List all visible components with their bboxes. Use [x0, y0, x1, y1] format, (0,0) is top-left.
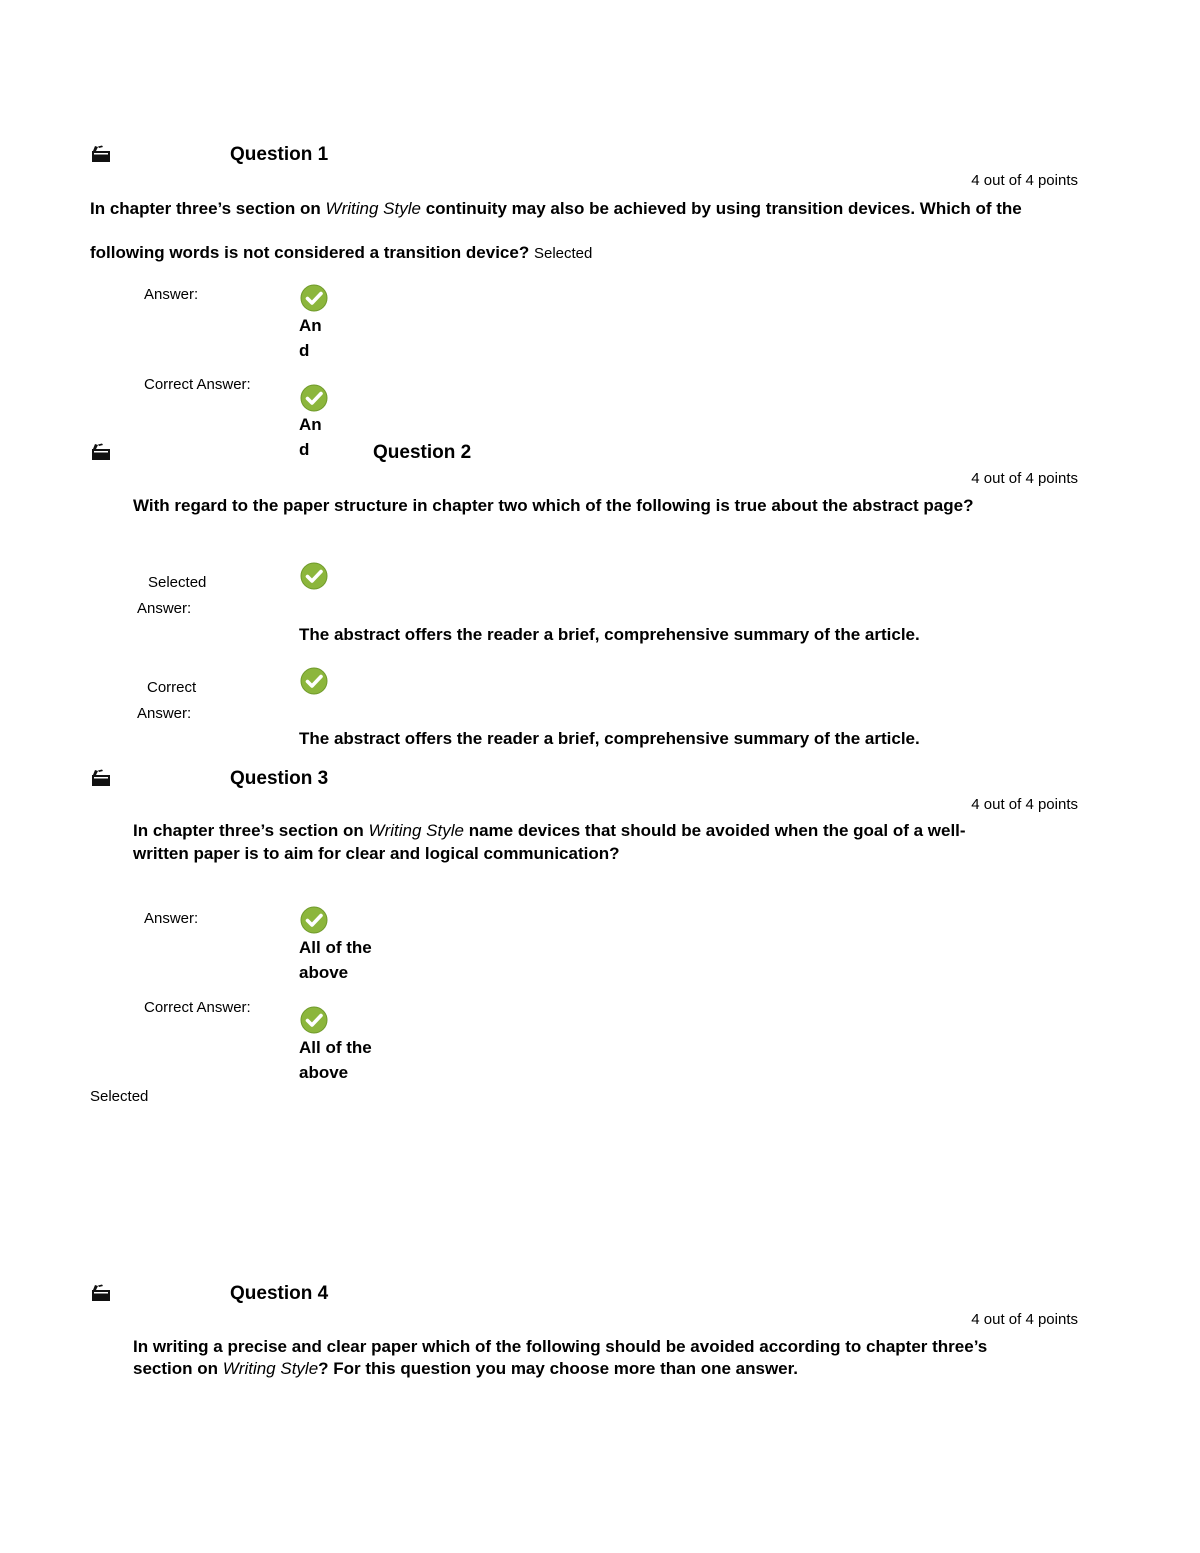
question-3-text: In chapter three’s section on Writing Style name devices that should be avoided when the goal of a well-	[133, 821, 966, 840]
question-flag-icon	[91, 145, 111, 163]
selected-answer: All of the above	[299, 938, 372, 982]
answer-label: Answer:	[144, 910, 199, 927]
check-circle-icon	[300, 562, 328, 590]
answer-label: Answer:	[137, 600, 192, 617]
correct-answer: The abstract offers the reader a brief, comprehensive summary of the article.	[299, 729, 920, 748]
correct-answer: And	[299, 415, 322, 459]
question-2-text: With regard to the paper structure in chapter two which of the following is true about the abstract page?	[133, 496, 974, 515]
check-circle-icon	[300, 284, 328, 312]
question-flag-icon	[91, 769, 111, 787]
question-3-title: Question 3	[230, 768, 329, 789]
question-1-points: 4 out of 4 points	[971, 172, 1078, 189]
question-4-text: In writing a precise and clear paper which of the following should be avoided according to chapter three’s	[133, 1337, 988, 1356]
question-1-title: Question 1	[230, 144, 329, 165]
question-2-points: 4 out of 4 points	[971, 470, 1078, 487]
selected-answer: The abstract offers the reader a brief, comprehensive summary of the article.	[299, 625, 920, 644]
question-2-title: Question 2	[373, 442, 472, 463]
selected-label: Selected	[533, 245, 593, 262]
correct-label: Correct	[147, 679, 197, 696]
correct-answer-label: Correct Answer:	[144, 376, 251, 393]
question-3-text-line2: written paper is to aim for clear and logical communication?	[133, 844, 620, 863]
correct-answer-label: Correct Answer:	[144, 999, 251, 1016]
question-1-text: In chapter three’s section on Writing Style continuity may also be achieved by using transition devices. Which of the	[90, 199, 1022, 218]
check-circle-icon	[300, 906, 328, 934]
correct-answer: All of the above	[299, 1038, 372, 1082]
question-flag-icon	[91, 1284, 111, 1302]
question-4-text-line2: section on Writing Style? For this question you may choose more than one answer.	[133, 1359, 799, 1378]
check-circle-icon	[300, 1006, 328, 1034]
check-circle-icon	[300, 384, 328, 412]
answer-label: Answer:	[144, 286, 199, 303]
question-3-points: 4 out of 4 points	[971, 796, 1078, 813]
question-1-text-line2: following words is not considered a transition device? Selected	[90, 243, 593, 262]
selected-answer: And	[299, 316, 322, 360]
question-4-title: Question 4	[230, 1283, 329, 1304]
answer-label: Answer:	[137, 705, 192, 722]
selected-label: Selected	[148, 574, 207, 591]
question-flag-icon	[91, 443, 111, 461]
check-circle-icon	[300, 667, 328, 695]
question-4-points: 4 out of 4 points	[971, 1311, 1078, 1328]
selected-label: Selected	[90, 1088, 149, 1105]
